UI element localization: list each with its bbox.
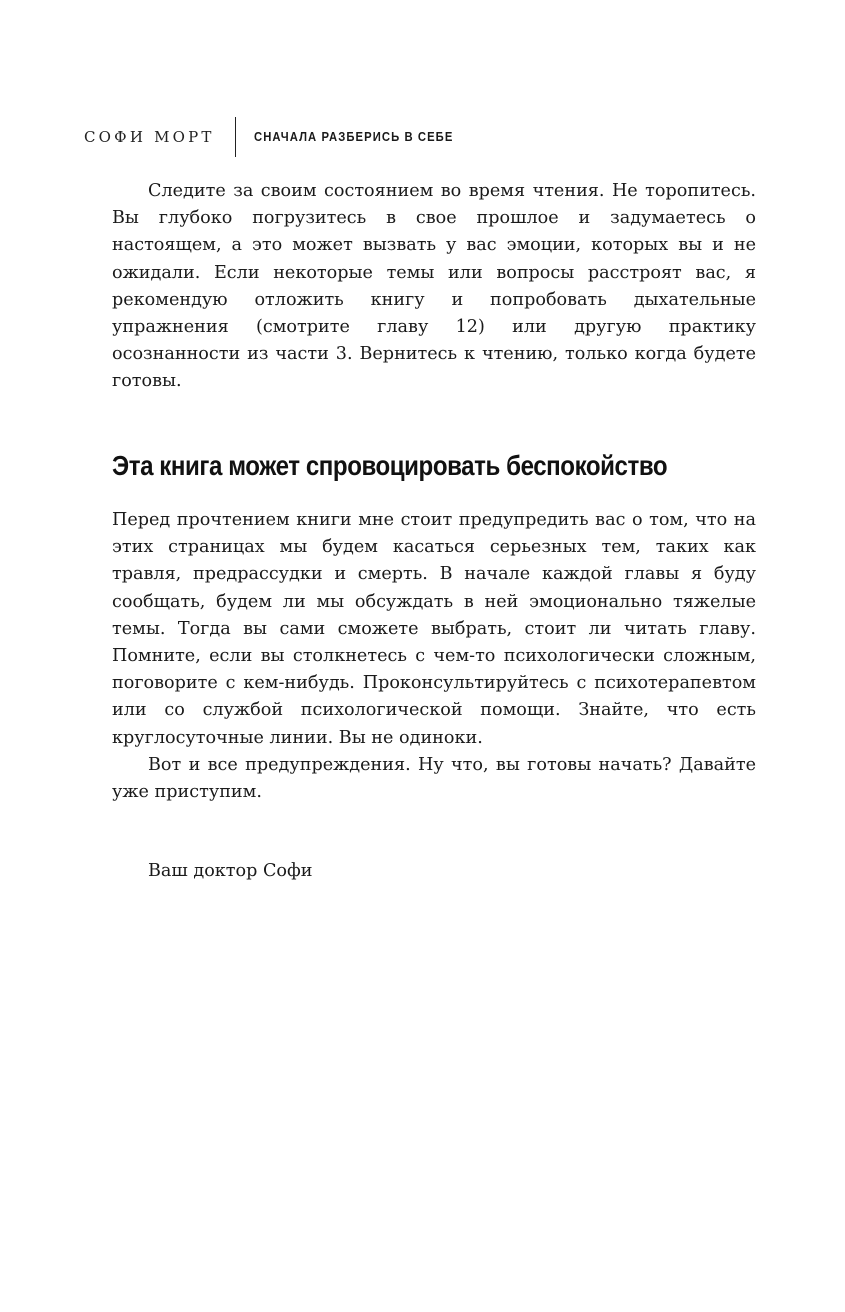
signature-block <box>112 858 756 885</box>
section-body <box>112 507 756 806</box>
signature: Ваш доктор Софи <box>148 861 313 881</box>
running-header <box>84 117 478 157</box>
warning-paragraph: Перед прочтением книги мне стоит предупредить вас о том, что на этих страницах мы будем касаться серьезных тем, таких как травля, предрассудки и смерть. В начале каждой главы я буду сообщать, будем ли мы обсуждать в ней эмоционально тяжелые темы. Тогда вы сами сможете выбрать, стоит ли читать главу. Помните, если вы столкнетесь с чем-то психологически сложным, поговорите с кем-нибудь. Проконсультируйтесь с психотерапевтом или со службой психологической помощи. Знайте, что есть круглосуточные линии. Вы не одиноки. <box>112 510 756 748</box>
header-author: СОФИ МОРТ <box>84 128 215 146</box>
closing-paragraph: Вот и все предупреждения. Ну что, вы готовы начать? Давайте уже приступим. <box>112 754 756 803</box>
header-book-title: СНАЧАЛА РАЗБЕРИСЬ В СЕБЕ <box>254 130 454 144</box>
section-heading: Эта книга может спровоцировать беспокойство <box>112 450 668 481</box>
intro-block <box>112 178 756 396</box>
intro-paragraph: Следите за своим состоянием во время чтения. Не торопитесь. Вы глубоко погрузитесь в свое прошлое и задумаетесь о настоящем, а это может вызвать у вас эмоции, которых вы и не ожидали. Если некоторые темы или вопросы расстроят вас, я рекомендую отложить книгу и попробовать дыхательные упражнения (смотрите главу 12) или другую практику осознанности из части 3. Вернитесь к чтению, только когда будете готовы. <box>112 181 756 392</box>
